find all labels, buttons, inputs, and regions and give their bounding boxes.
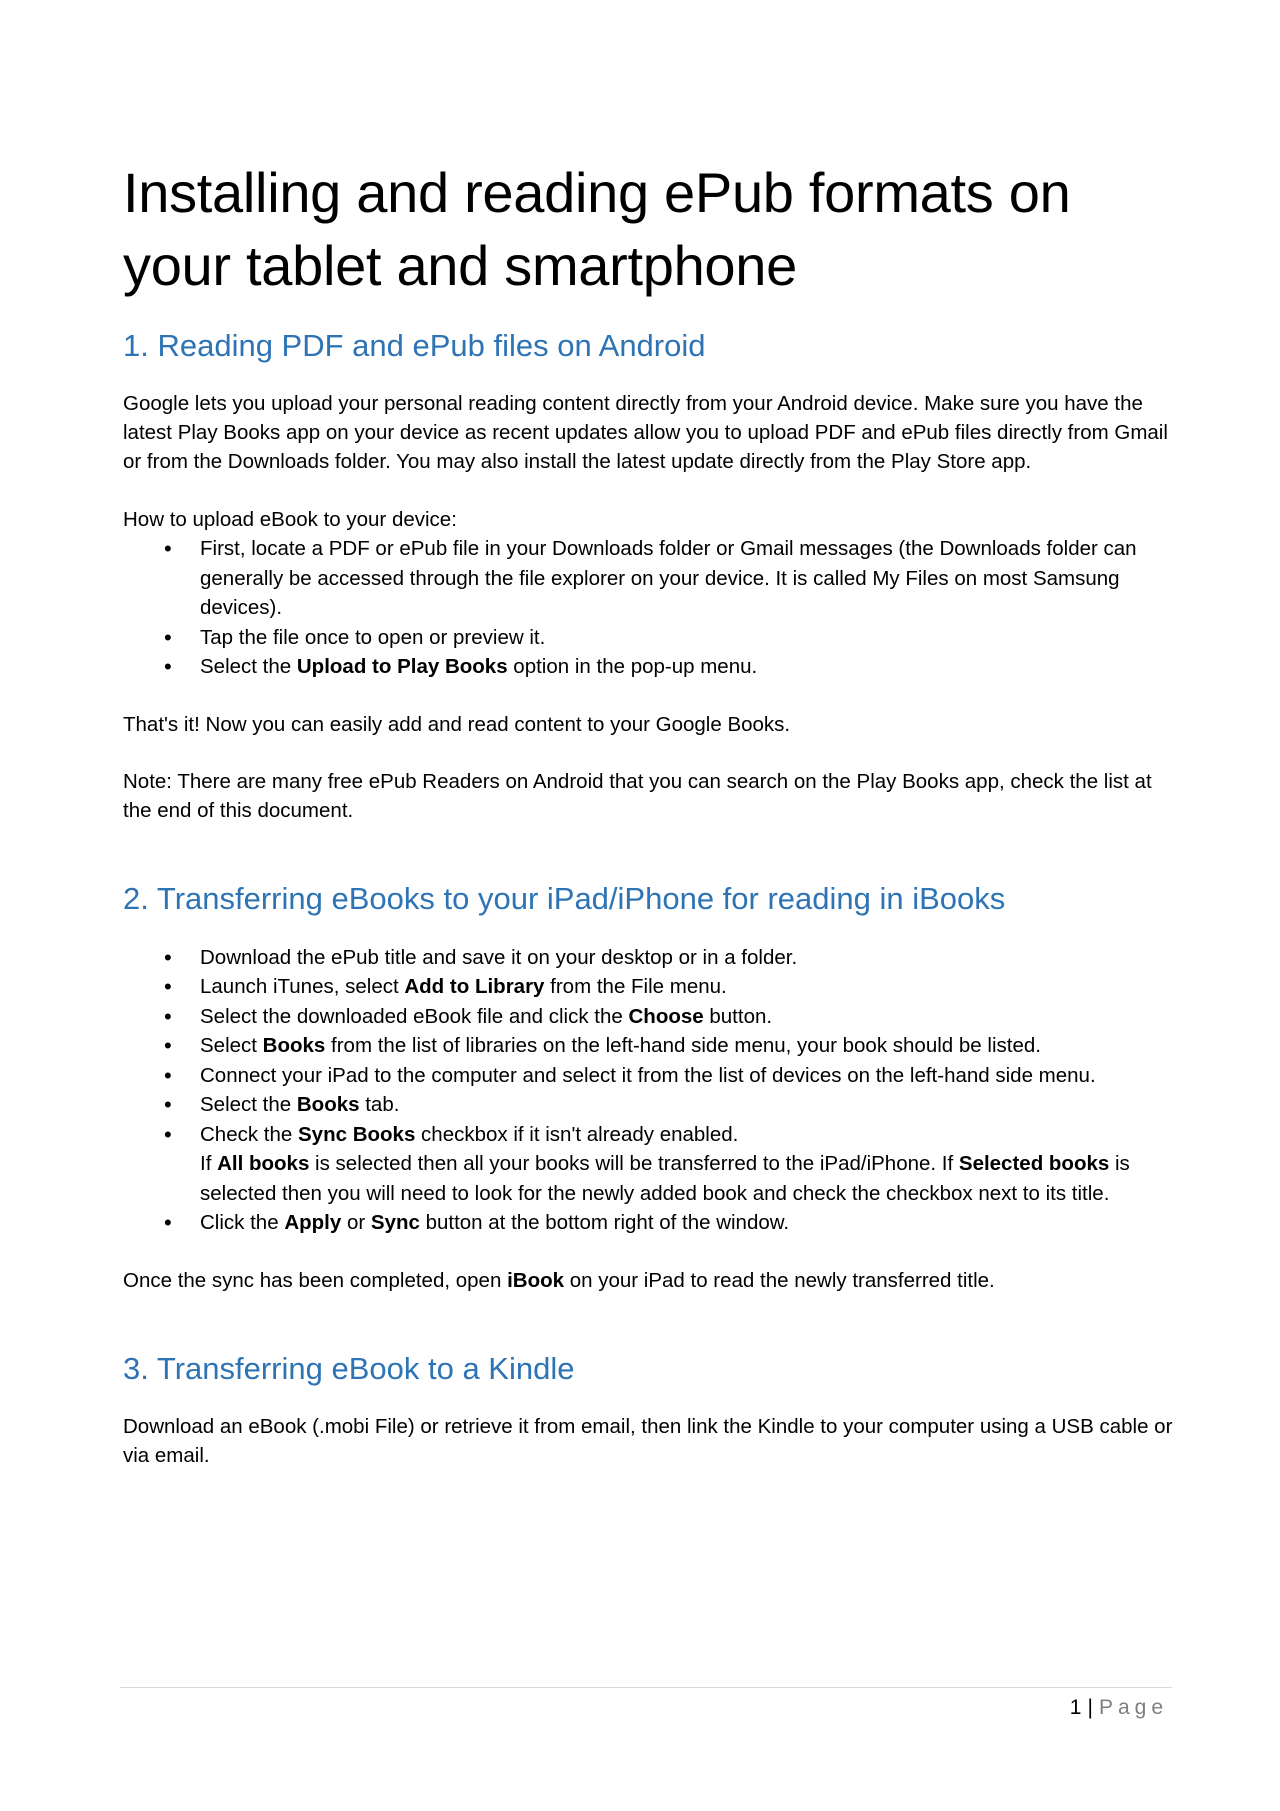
list-item-text: or [341,1211,371,1234]
list-item [200,943,1173,973]
section-1-heading: 1. Reading PDF and ePub files on Android [123,328,706,363]
list-item-bold-text: Upload to Play Books [296,655,508,678]
list-item-text: Select the [200,1093,297,1116]
list-item-text: option in the pop-up menu. [507,655,758,678]
list-item-bold-text: Choose [628,1004,704,1028]
list-item-text: tab. [359,1093,400,1116]
footer-divider [120,1687,1172,1688]
list-item [200,1120,1173,1209]
transfer-steps-list [123,943,1173,1238]
list-item-text: If [200,1152,218,1175]
page-title: Installing and reading ePub formats on your tablet and smartphone [123,161,1071,297]
list-item [200,623,1173,653]
list-item-bold-text: All books [217,1152,310,1175]
list-item-text: button. [703,1004,773,1028]
list-item-text: Tap the file once to open or preview it. [200,625,546,649]
list-item-text: button at the bottom right of the window. [419,1211,790,1234]
list-item [200,652,1173,682]
document-body [123,156,1173,1470]
list-item-text: is selected then all your books will be transferred to the iPad/iPhone. If [309,1152,959,1175]
section-2-heading: 2. Transferring eBooks to your iPad/iPhone for reading in iBooks [123,880,1006,916]
list-item-bold-text: Apply [284,1211,342,1234]
list-item-text: Select [200,1034,263,1057]
list-item-text: Connect your iPad to the computer and select it from the list of devices on the left-hand side menu. [200,1063,1096,1087]
list-item-bold-text: Books [262,1034,326,1057]
section-1-note: Note: There are many free ePub Readers on Android that you can search on the Play Books app, check the list at the end of this document. [123,769,1152,822]
list-item-text: Launch iTunes, select [200,975,405,998]
list-item-text: Select the downloaded eBook file and click the [200,1004,629,1028]
section-1-intro: Google lets you upload your personal reading content directly from your Android device. Make sure you have the latest Play Books app on your device as recent updates allow you to upload PDF and ePub files directly from Gmail or from the Downloads folder. You may also install the latest update directly from the Play Store app. [123,392,1168,473]
list-item-text: from the list of libraries on the left-hand side menu, your book should be listed. [325,1034,1041,1057]
list-item [200,534,1173,623]
list-item-text: from the File menu. [544,975,727,998]
conclusion-bold-text: iBook [507,1268,565,1292]
list-item-bold-text: Sync [370,1211,420,1234]
list-item [200,1061,1173,1091]
list-item [200,1031,1173,1061]
page-label: Page [1098,1696,1168,1719]
section-1-thats-it: That's it! Now you can easily add and read content to your Google Books. [123,712,791,736]
upload-steps-list [123,534,1173,682]
list-item [200,1208,1173,1238]
list-item [200,1090,1173,1120]
page-footer [1070,1694,1168,1722]
page-number: 1 [1069,1696,1082,1719]
list-item-text: Click the [200,1211,285,1234]
list-item-text: Check the [200,1122,298,1146]
list-item [200,1002,1173,1032]
section-3-body: Download an eBook (.mobi File) or retrieve it from email, then link the Kindle to your computer using a USB cable or via email. [123,1414,1173,1467]
list-item-bold-text: Sync Books [298,1122,416,1146]
section-2-conclusion [123,1266,1173,1295]
section-3-heading: 3. Transferring eBook to a Kindle [123,1350,575,1386]
list-item-text: Download the ePub title and save it on your desktop or in a folder. [200,945,798,969]
list-item-bold-text: Add to Library [404,975,545,998]
list-item-text: is selected then you will need to look for the newly added book and check the checkbox next to its title. [200,1152,1130,1205]
list-item-text: First, locate a PDF or ePub file in your Downloads folder or Gmail messages (the Downloads folder can generally be accessed through the file explorer on your device. It is called My Files on most Samsung devices). [200,537,1137,619]
conclusion-text: on your iPad to read the newly transferred title. [564,1268,995,1292]
section-1-howto: How to upload eBook to your device: [123,508,457,531]
list-item-text: checkbox if it isn't already enabled. [415,1122,739,1146]
list-item-bold-text: Books [296,1093,360,1116]
conclusion-text: Once the sync has been completed, open [123,1268,508,1292]
list-item-bold-text: Selected books [958,1152,1110,1175]
list-item [200,972,1173,1002]
list-item-text: Select the [200,655,297,678]
footer-separator: | [1087,1696,1093,1719]
